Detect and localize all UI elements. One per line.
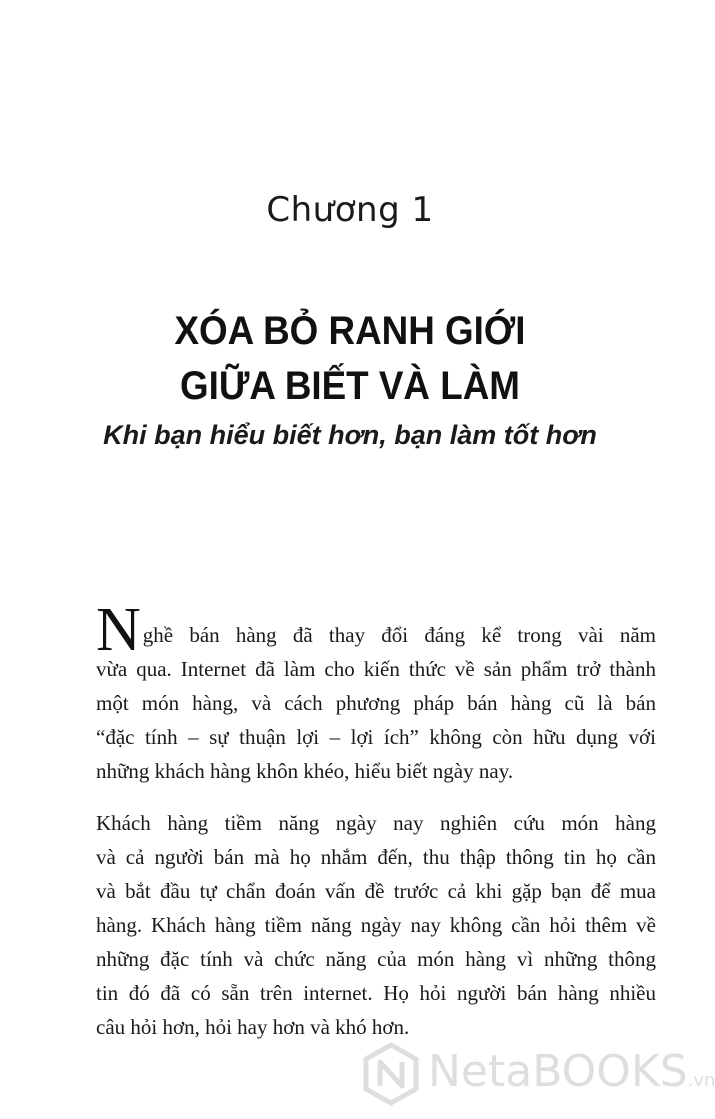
paragraph-2 — [96, 806, 656, 1044]
paragraph-line: hàng. Khách hàng tiềm năng ngày nay không cần hỏi thêm về — [96, 913, 656, 937]
paragraph-line: câu hỏi hơn, hỏi hay hơn và khó hơn. — [96, 1015, 410, 1039]
watermark-brand: NetaBOOKS — [428, 1046, 688, 1097]
paragraph-line: những khách hàng khôn khéo, hiểu biết ngày nay. — [96, 759, 514, 783]
paragraph-line: những đặc tính và chức năng của món hàng vì những thông — [96, 947, 656, 971]
chapter-label: Chương 1 — [266, 190, 434, 230]
paragraph-1 — [96, 596, 656, 788]
chapter-subtitle: Khi bạn hiểu biết hơn, bạn làm tốt hơn — [103, 420, 597, 450]
paragraph-line: một món hàng, và cách phương pháp bán hàng cũ là bán — [96, 691, 656, 715]
paragraph-line: ghề bán hàng đã thay đổi đáng kể trong vài năm — [142, 623, 656, 647]
chapter-title-line-1: XÓA BỎ RANH GIỚI — [174, 309, 526, 353]
watermark — [362, 1040, 715, 1110]
paragraph-line: tin đó đã có sẵn trên internet. Họ hỏi người bán hàng nhiều — [96, 981, 656, 1005]
paragraph-line: và cả người bán mà họ nhắm đến, thu thập thông tin họ cần — [96, 845, 656, 869]
paragraph-line: và bắt đầu tự chẩn đoán vấn đề trước cả khi gặp bạn để mua — [96, 879, 656, 903]
paragraph-line: Khách hàng tiềm năng ngày nay nghiên cứu món hàng — [96, 811, 656, 835]
watermark-suffix: .vn — [687, 1070, 715, 1091]
drop-cap: N — [96, 596, 141, 664]
paragraph-line: “đặc tính – sự thuận lợi – lợi ích” không còn hữu dụng với — [96, 725, 656, 749]
watermark-text — [428, 1046, 715, 1097]
chapter-title-line-2: GIỮA BIẾT VÀ LÀM — [180, 364, 520, 408]
n-hexagon-logo-icon — [362, 1042, 420, 1106]
paragraph-line: vừa qua. Internet đã làm cho kiến thức về sản phẩm trở thành — [96, 657, 656, 681]
